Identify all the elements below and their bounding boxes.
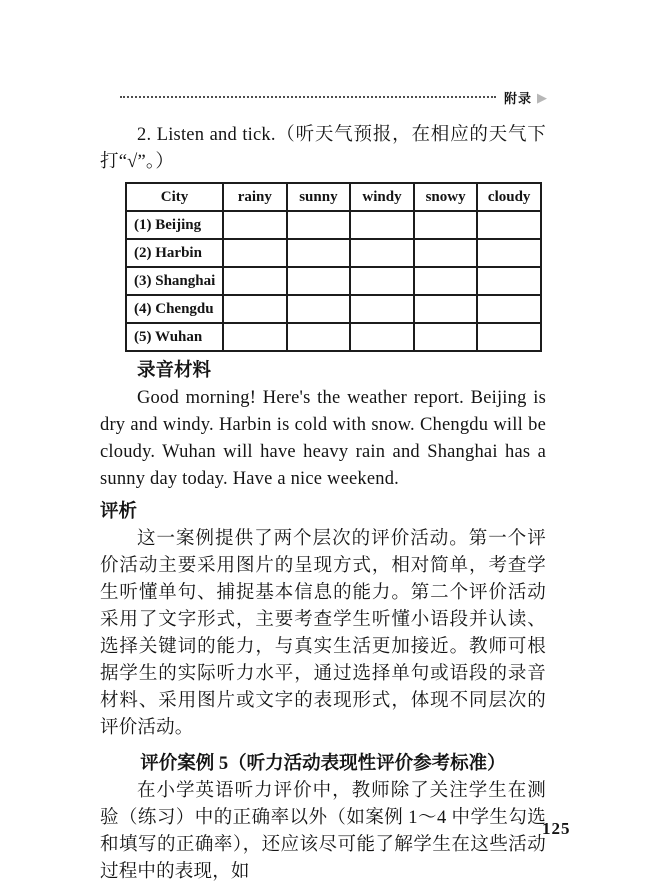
table-header-row — [126, 183, 541, 211]
table-row — [126, 295, 541, 323]
tick-cell — [477, 211, 541, 239]
tick-cell — [223, 211, 287, 239]
tick-cell — [223, 295, 287, 323]
header-dotted-rule — [120, 96, 496, 98]
column-header-sunny: sunny — [287, 183, 351, 211]
triangle-right-icon: ▶ — [537, 90, 547, 105]
tick-cell — [223, 267, 287, 295]
page-number: 125 — [542, 819, 571, 838]
weather-table — [125, 182, 542, 352]
tick-cell — [477, 295, 541, 323]
column-header-rainy: rainy — [223, 183, 287, 211]
tick-cell — [477, 239, 541, 267]
tick-cell — [287, 267, 351, 295]
tick-cell — [287, 323, 351, 351]
tick-cell — [350, 323, 414, 351]
tick-cell — [414, 267, 478, 295]
tick-cell — [477, 267, 541, 295]
tick-cell — [223, 323, 287, 351]
city-cell: (4) Chengdu — [126, 295, 223, 323]
city-cell: (2) Harbin — [126, 239, 223, 267]
table-row — [126, 323, 541, 351]
case5-text: 在小学英语听力评价中，教师除了关注学生在测验（练习）中的正确率以外（如案例 1～4 中学生勾选和填写的正确率），还应该尽可能了解学生在这些活动过程中的表现，如 — [100, 781, 546, 882]
tick-cell — [414, 239, 478, 267]
column-header-windy: windy — [350, 183, 414, 211]
city-cell: (3) Shanghai — [126, 267, 223, 295]
tick-cell — [287, 239, 351, 267]
running-header — [120, 88, 547, 107]
tick-cell — [350, 267, 414, 295]
column-header-city: City — [126, 183, 223, 211]
exercise-title: 2. Listen and tick.（听天气预报，在相应的天气下打“√”。） — [100, 125, 546, 172]
column-header-snowy: snowy — [414, 183, 478, 211]
city-cell: (5) Wuhan — [126, 323, 223, 351]
page-content — [100, 122, 546, 886]
tick-cell — [477, 323, 541, 351]
analysis-heading: 评析 — [100, 502, 138, 522]
tick-cell — [350, 211, 414, 239]
table-row — [126, 211, 541, 239]
tick-cell — [414, 211, 478, 239]
tick-cell — [414, 323, 478, 351]
tick-cell — [287, 295, 351, 323]
header-section-label: 附录 — [503, 91, 532, 106]
tick-cell — [350, 239, 414, 267]
analysis-text: 这一案例提供了两个层次的评价活动。第一个评价活动主要采用图片的呈现方式，相对简单，考查学生听懂单句、捕捉基本信息的能力。第二个评价活动采用了文字形式，主要考查学生听懂小语段并认读、选择关键词的能力，与真实生活更加接近。教师可根据学生的实际听力水平，通过选择单句或语段的录音材料、采用图片或文字的表现形式，体现不同层次的评价活动。 — [100, 529, 546, 738]
table-row — [126, 239, 541, 267]
transcript-heading: 录音材料 — [137, 361, 212, 381]
table-row — [126, 267, 541, 295]
transcript-text: Good morning! Here's the weather report. Beijing is dry and windy. Harbin is cold with snow. Chengdu will be cloudy. Wuhan will have heavy rain and Shanghai has a sunny day today. Have a nice weekend. — [100, 388, 546, 489]
tick-cell — [350, 295, 414, 323]
column-header-cloudy: cloudy — [477, 183, 541, 211]
case5-heading: 评价案例 5（听力活动表现性评价参考标准） — [140, 754, 506, 774]
tick-cell — [223, 239, 287, 267]
tick-cell — [287, 211, 351, 239]
city-cell: (1) Beijing — [126, 211, 223, 239]
tick-cell — [414, 295, 478, 323]
